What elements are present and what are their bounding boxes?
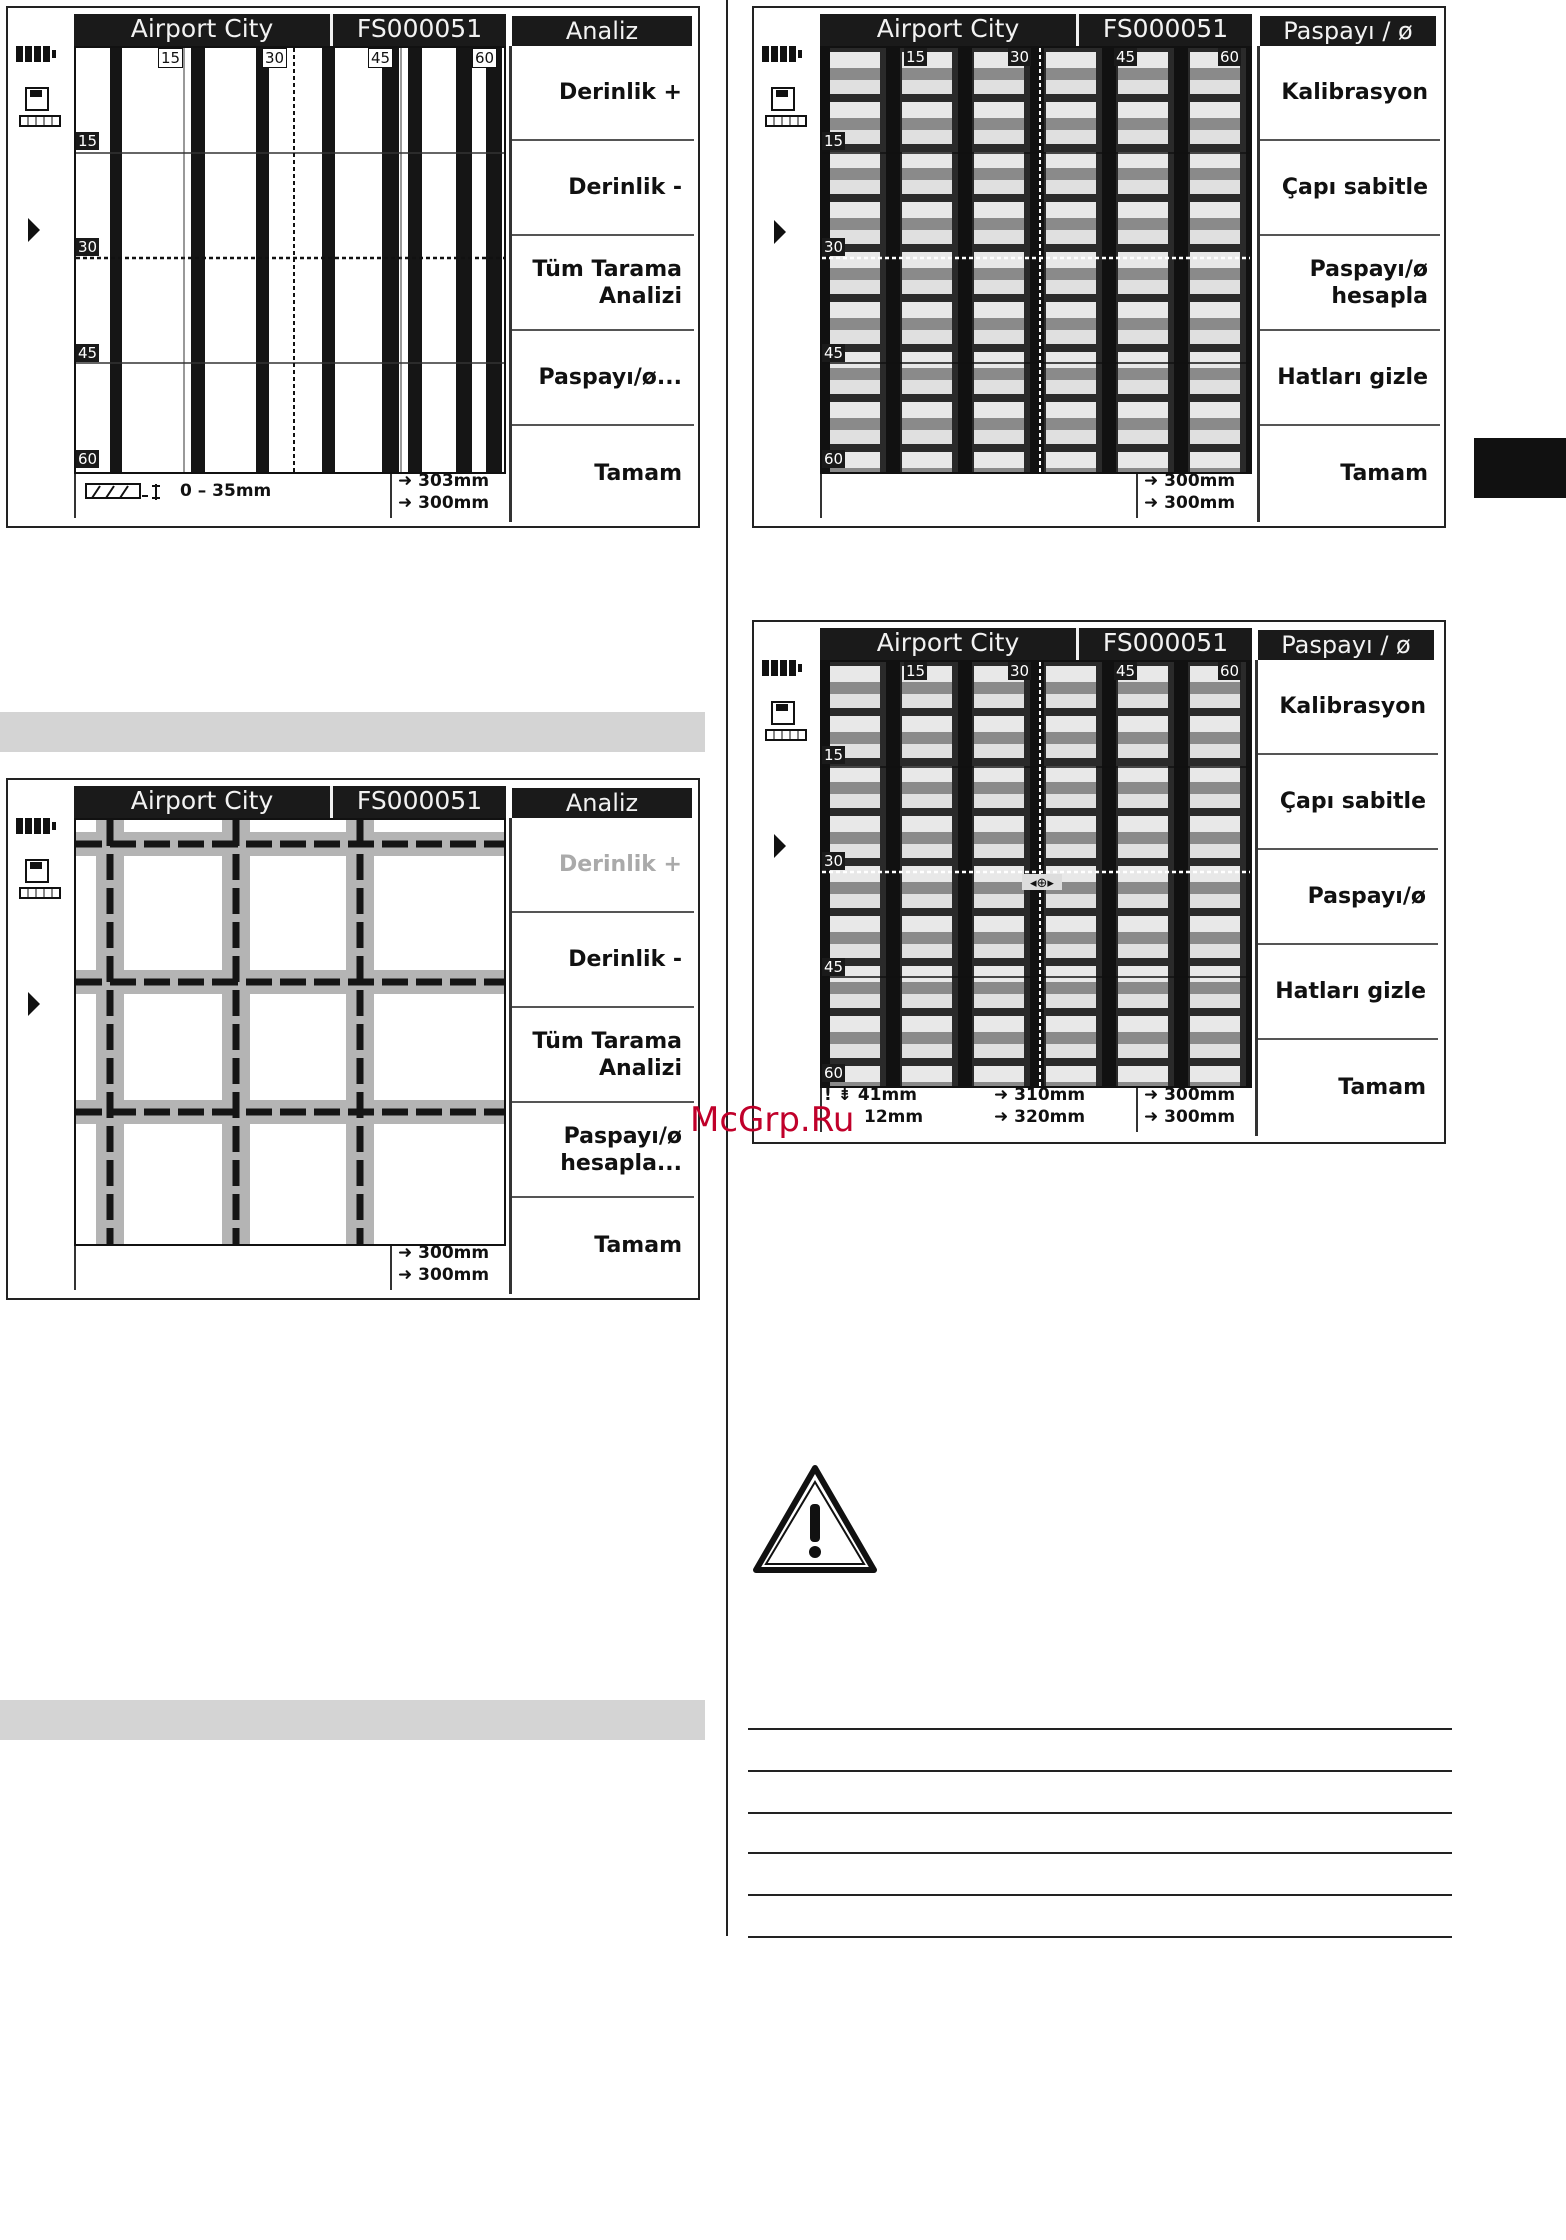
menu-title: Paspayı / ø	[1258, 630, 1434, 660]
menu-item-depth-minus[interactable]: Derinlik -	[512, 913, 694, 1008]
watermark: McGrp.Ru	[690, 1100, 855, 1140]
menu-item-hide-lines[interactable]: Hatları gizle	[1260, 331, 1440, 426]
title-bar	[74, 786, 506, 818]
project-name: Airport City	[876, 14, 1020, 43]
tick-top-60: 60	[1220, 48, 1240, 66]
side-menu	[509, 46, 694, 522]
table-rule-3	[748, 1812, 1452, 1814]
menu-item-calculate-cover[interactable]: Paspayı/ø	[1258, 850, 1438, 945]
menu-item-fix-diameter[interactable]: Çapı sabitle	[1258, 755, 1438, 850]
menu-item-ok[interactable]: Tamam	[594, 461, 682, 486]
menu-item-depth-minus[interactable]: Derinlik -	[512, 141, 694, 236]
battery-icon	[762, 46, 808, 62]
battery-icon	[16, 818, 62, 834]
project-name: Airport City	[130, 14, 274, 43]
file-id: FS000051	[1076, 628, 1252, 660]
tick-left-30: 30	[824, 238, 844, 256]
side-menu	[509, 818, 694, 1294]
scan-image	[74, 46, 506, 474]
tick-top-45: 45	[1116, 662, 1136, 680]
tick-left-45: 45	[824, 344, 844, 362]
tick-top-45: 45	[368, 48, 393, 68]
menu-item-depth-plus[interactable]: Derinlik +	[512, 818, 694, 913]
play-arrow-icon	[774, 220, 786, 244]
play-arrow-icon	[28, 992, 40, 1016]
floppy-disk-icon	[18, 86, 62, 132]
tick-left-30: 30	[78, 238, 98, 256]
tick-left-45: 45	[78, 344, 98, 362]
side-menu	[1257, 46, 1440, 522]
tick-left-45: 45	[824, 958, 844, 976]
position-horizontal: ➜ 310mm	[994, 1085, 1086, 1105]
tick-top-45: 45	[1116, 48, 1136, 66]
tick-left-60: 60	[824, 450, 844, 468]
file-id: FS000051	[1076, 14, 1252, 46]
spacing-horizontal: ➜ 300mm	[398, 1243, 490, 1263]
screen-cover-diameter-result	[752, 620, 1446, 1144]
file-id: FS000051	[330, 786, 506, 818]
spacing-vertical: ➜ 300mm	[398, 493, 490, 513]
screen-cover-diameter	[752, 6, 1446, 528]
tick-top-30: 30	[262, 48, 287, 68]
rebar-cover-icon	[84, 480, 168, 504]
tick-top-60: 60	[1220, 662, 1240, 680]
menu-title: Analiz	[512, 788, 692, 818]
spacing-horizontal: ➜ 303mm	[398, 471, 490, 491]
info-divider-left	[74, 474, 76, 518]
svg-text:◂⊕▸: ◂⊕▸	[1030, 876, 1054, 891]
menu-title: Analiz	[512, 16, 692, 46]
project-name: Airport City	[876, 628, 1020, 657]
section-header-bar-2	[0, 1700, 705, 1740]
battery-icon	[16, 46, 62, 62]
menu-item-ok[interactable]: Tamam	[594, 1233, 682, 1258]
scan-image	[74, 818, 506, 1246]
screen-analysis-grid	[6, 778, 700, 1300]
title-bar	[74, 14, 506, 46]
menu-item-fix-diameter[interactable]: Çapı sabitle	[1260, 141, 1440, 236]
tick-left-15: 15	[78, 132, 98, 150]
spacing-vertical: ➜ 300mm	[398, 1265, 490, 1285]
play-arrow-icon	[28, 218, 40, 242]
menu-item-calibration[interactable]: Kalibrasyon	[1260, 46, 1440, 141]
info-divider-left	[820, 474, 822, 518]
table-rule-4	[748, 1852, 1452, 1854]
scan-image	[820, 660, 1252, 1088]
menu-item-depth-plus[interactable]: Derinlik +	[512, 46, 694, 141]
warning-triangle-icon	[752, 1464, 878, 1576]
table-rule-1	[748, 1728, 1452, 1730]
floppy-disk-icon	[764, 700, 808, 746]
tick-left-60: 60	[824, 1064, 844, 1082]
table-rule-5	[748, 1894, 1452, 1896]
chapter-tab	[1474, 438, 1566, 498]
bar-diameter: 12mm	[864, 1107, 924, 1127]
tick-top-15: 15	[158, 48, 183, 68]
battery-icon	[762, 660, 808, 676]
spacing-vertical: ➜ 300mm	[1144, 493, 1236, 513]
tick-top-30: 30	[1010, 48, 1030, 66]
tick-top-15: 15	[906, 48, 926, 66]
menu-item-full-scan-analysis[interactable]: Tüm Tarama Analizi	[512, 236, 694, 331]
tick-left-15: 15	[824, 746, 844, 764]
floppy-disk-icon	[764, 86, 808, 132]
spacing-vertical: ➜ 300mm	[1144, 1107, 1236, 1127]
project-name: Airport City	[130, 786, 274, 815]
table-rule-6	[748, 1936, 1452, 1938]
menu-item-calculate-cover[interactable]: Paspayı/ø hesapla	[1260, 236, 1440, 331]
menu-title: Paspayı / ø	[1260, 16, 1436, 46]
section-header-bar-1	[0, 712, 705, 752]
column-divider	[726, 0, 728, 1936]
tick-top-15: 15	[906, 662, 926, 680]
position-vertical: ➜ 320mm	[994, 1107, 1086, 1127]
table-rule-2	[748, 1770, 1452, 1772]
title-bar	[820, 628, 1252, 660]
tick-left-15: 15	[824, 132, 844, 150]
scan-image	[820, 46, 1252, 474]
info-divider-right	[1136, 474, 1138, 518]
menu-item-cover-diameter[interactable]: Paspayı/ø hesapla...	[512, 1103, 694, 1198]
info-divider-right	[390, 1246, 392, 1290]
menu-item-calibration[interactable]: Kalibrasyon	[1258, 660, 1438, 755]
side-menu	[1255, 660, 1438, 1136]
file-id: FS000051	[330, 14, 506, 46]
cover-depth: ! ⇟ 41mm	[824, 1085, 917, 1105]
tick-left-30: 30	[824, 852, 844, 870]
menu-item-ok[interactable]: Tamam	[1340, 461, 1428, 486]
screen-analysis-depth	[6, 6, 700, 528]
cover-range: 0 – 35mm	[180, 481, 272, 501]
menu-item-ok[interactable]: Tamam	[1338, 1075, 1426, 1100]
tick-left-60: 60	[78, 450, 98, 468]
floppy-disk-icon	[18, 858, 62, 904]
info-divider-right	[390, 474, 392, 518]
menu-item-hide-lines[interactable]: Hatları gizle	[1258, 945, 1438, 1040]
menu-item-cover-diameter[interactable]: Paspayı/ø...	[512, 331, 694, 426]
play-arrow-icon	[774, 834, 786, 858]
spacing-horizontal: ➜ 300mm	[1144, 1085, 1236, 1105]
spacing-horizontal: ➜ 300mm	[1144, 471, 1236, 491]
info-divider-right	[1136, 1088, 1138, 1132]
tick-top-30: 30	[1010, 662, 1030, 680]
menu-item-full-scan-analysis[interactable]: Tüm Tarama Analizi	[512, 1008, 694, 1103]
tick-top-60: 60	[472, 48, 497, 68]
title-bar	[820, 14, 1252, 46]
info-divider-left	[74, 1246, 76, 1290]
